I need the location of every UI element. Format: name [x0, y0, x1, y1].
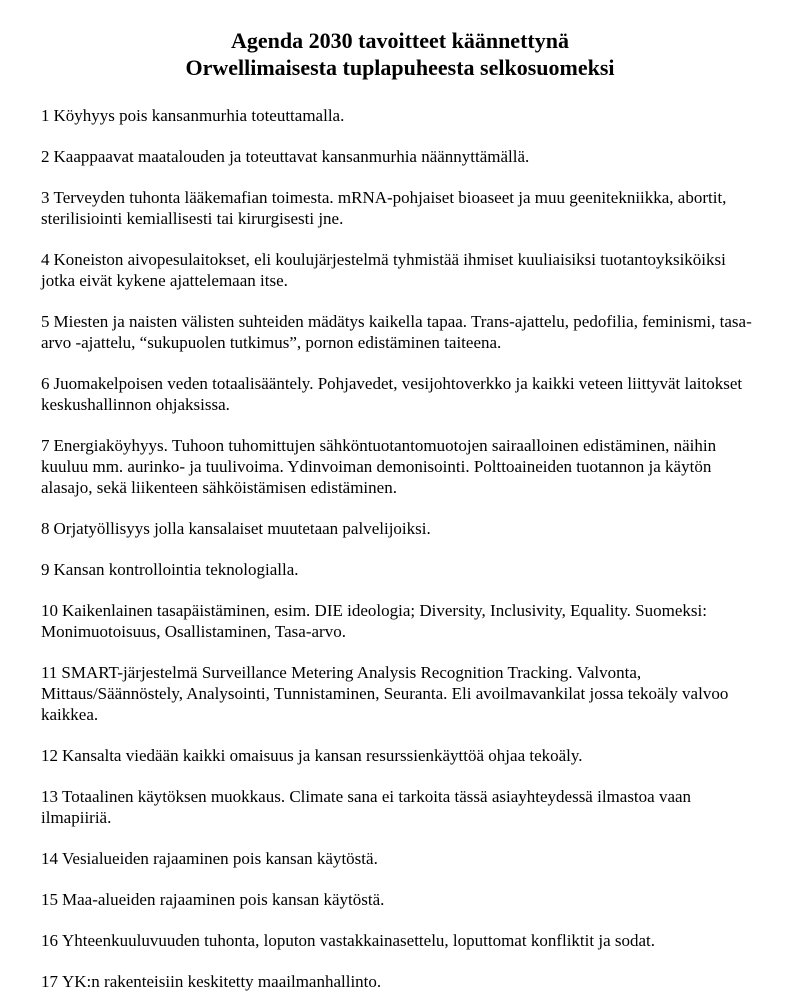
list-item — [41, 311, 760, 353]
item-number: 10 — [41, 601, 58, 620]
item-text: Miesten ja naisten välisten suhteiden mädätys kaikella tapaa. Trans-ajattelu, pedofilia, feminismi, tasa-arvo -ajattelu, “sukupuolen tutkimus”, pornon edistäminen taiteena. — [41, 312, 752, 352]
list-item — [41, 518, 760, 539]
item-number: 15 — [41, 890, 58, 909]
item-number: 11 — [41, 663, 58, 682]
list-item — [41, 187, 760, 229]
item-number: 16 — [41, 931, 58, 950]
list-item — [41, 105, 760, 126]
list-item — [41, 971, 760, 992]
goals-list — [0, 105, 800, 992]
item-number: 13 — [41, 787, 58, 806]
item-text: Maa-alueiden rajaaminen pois kansan käytöstä. — [62, 890, 385, 909]
list-item — [41, 559, 760, 580]
list-item — [41, 373, 760, 415]
item-number: 1 — [41, 106, 50, 125]
list-item — [41, 600, 760, 642]
item-number: 12 — [41, 746, 58, 765]
item-number: 14 — [41, 849, 58, 868]
list-item — [41, 435, 760, 498]
list-item — [41, 930, 760, 951]
list-item — [41, 848, 760, 869]
item-text: Terveyden tuhonta lääkemafian toimesta. mRNA-pohjaiset bioaseet ja muu geenitekniikka, abortit, sterilisiointi kemiallisesti tai kirurgisesti jne. — [41, 188, 727, 228]
item-text: Köyhyys pois kansanmurhia toteuttamalla. — [53, 106, 345, 125]
item-number: 9 — [41, 560, 50, 579]
list-item — [41, 146, 760, 167]
item-number: 5 — [41, 312, 50, 331]
item-number: 17 — [41, 972, 58, 991]
document-title — [0, 27, 800, 81]
list-item — [41, 249, 760, 291]
item-number: 3 — [41, 188, 50, 207]
item-text: Kansan kontrollointia teknologialla. — [53, 560, 299, 579]
item-text: Kaikenlainen tasapäistäminen, esim. DIE ideologia; Diversity, Inclusivity, Equality. Suomeksi: Monimuotoisuus, Osallistaminen, Tasa-arvo. — [41, 601, 707, 641]
item-number: 8 — [41, 519, 50, 538]
item-number: 6 — [41, 374, 50, 393]
item-number: 2 — [41, 147, 50, 166]
list-item — [41, 745, 760, 766]
item-text: Yhteenkuuluvuuden tuhonta, loputon vastakkainasettelu, loputtomat konfliktit ja sodat. — [62, 931, 656, 950]
item-number: 4 — [41, 250, 50, 269]
list-item — [41, 786, 760, 828]
title-line-1: Agenda 2030 tavoitteet käännettynä — [231, 28, 569, 53]
item-text: Kaappaavat maatalouden ja toteuttavat kansanmurhia näännyttämällä. — [53, 147, 530, 166]
item-text: Juomakelpoisen veden totaalisääntely. Pohjavedet, vesijohtoverkko ja kaikki veteen liittyvät laitokset keskushallinnon ohjaksissa. — [41, 374, 743, 414]
item-text: YK:n rakenteisiin keskitetty maailmanhallinto. — [62, 972, 382, 991]
list-item — [41, 889, 760, 910]
title-line-2: Orwellimaisesta tuplapuheesta selkosuomeksi — [185, 55, 615, 80]
item-number: 7 — [41, 436, 50, 455]
item-text: Koneiston aivopesulaitokset, eli koulujärjestelmä tyhmistää ihmiset kuuliaisiksi tuotantoyksiköiksi jotka eivät kykene ajattelemaan itse. — [41, 250, 726, 290]
item-text: SMART-järjestelmä Surveillance Metering Analysis Recognition Tracking. Valvonta, Mittaus/Säännöstely, Analysointi, Tunnistaminen, Seuranta. Eli avoilmavankilat jossa tekoäly valvoo kaikkea. — [41, 663, 729, 724]
item-text: Orjatyöllisyys jolla kansalaiset muutetaan palvelijoiksi. — [53, 519, 431, 538]
list-item — [41, 662, 760, 725]
item-text: Energiaköyhyys. Tuhoon tuhomittujen sähköntuotantomuotojen sairaalloinen edistäminen, näihin kuuluu mm. aurinko- ja tuulivoima. Ydinvoiman demonisointi. Polttoaineiden tuotannon ja käytön alasajo, sekä liikenteen sähköistämisen edistäminen. — [41, 436, 717, 497]
item-text: Totaalinen käytöksen muokkaus. Climate sana ei tarkoita tässä asiayhteydessä ilmastoa vaan ilmapiiriä. — [41, 787, 692, 827]
item-text: Kansalta viedään kaikki omaisuus ja kansan resurssienkäyttöä ohjaa tekoäly. — [62, 746, 583, 765]
item-text: Vesialueiden rajaaminen pois kansan käytöstä. — [62, 849, 378, 868]
